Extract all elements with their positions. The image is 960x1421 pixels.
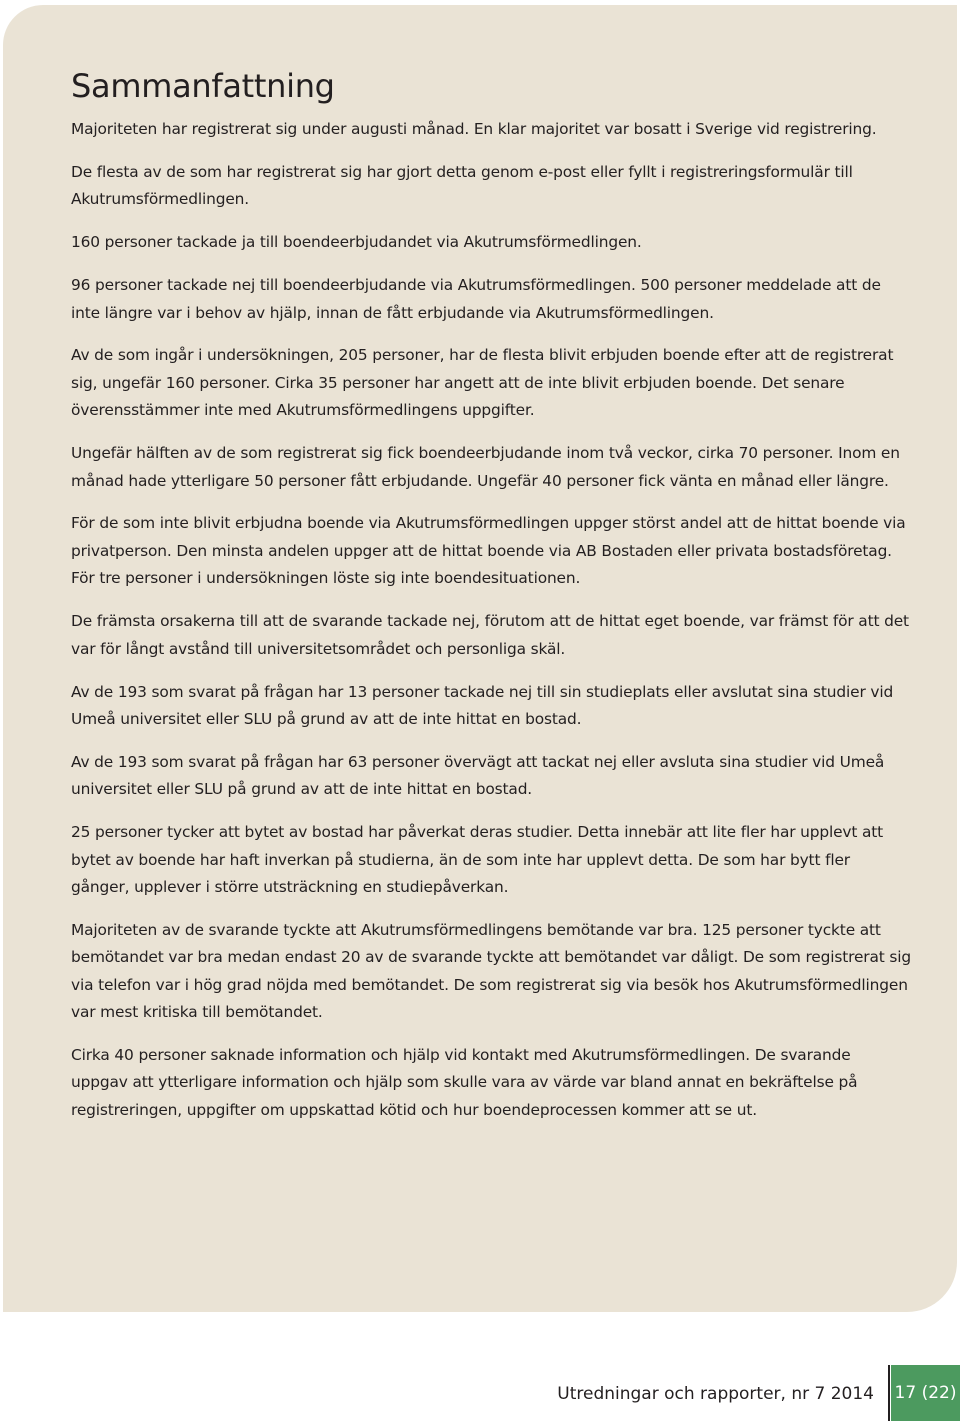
paragraph: De främsta orsakerna till att de svarande tackade nej, förutom att de hittat eget boende, var främst för att det var för långt avstånd till universitetsområdet och personliga skäl.: [71, 612, 909, 658]
page-title: Sammanfattning: [71, 67, 335, 105]
paragraph: Av de som ingår i undersökningen, 205 personer, har de flesta blivit erbjuden boende efter att de registrerat sig, ungefär 160 personer. Cirka 35 personer har angett att de inte blivit erbjuden boende. Det senare överensstämmer inte med Akutrumsförmedlingens uppgifter.: [71, 346, 894, 420]
page-number-badge: 17 (22): [891, 1365, 960, 1421]
footer-publication: Utredningar och rapporter, nr 7 2014: [557, 1384, 874, 1404]
paragraph: 25 personer tycker att bytet av bostad har påverkat deras studier. Detta innebär att lite fler har upplevt att bytet av boende har haft inverkan på studierna, än de som inte har upplevt detta. De som har bytt fler gånger, upplever i större utsträckning en studiepåverkan.: [71, 823, 884, 896]
paragraph: Av de 193 som svarat på frågan har 63 personer övervägt att tackat nej eller avsluta sina studier vid Umeå universitet eller SLU på grund av att de inte hittat en bostad.: [71, 752, 885, 799]
paragraph: Majoriteten har registrerat sig under augusti månad. En klar majoritet var bosatt i Sverige vid registrering.: [71, 120, 877, 138]
footer-divider: [888, 1365, 890, 1421]
paragraph: De flesta av de som har registrerat sig har gjort detta genom e-post eller fyllt i registreringsformulär till Akutrumsförmedlingen.: [71, 162, 853, 209]
paragraph: Av de 193 som svarat på frågan har 13 personer tackade nej till sin studieplats eller avslutat sina studier vid Umeå universitet eller SLU på grund av att de inte hittat en bostad.: [71, 682, 894, 728]
paragraph: Cirka 40 personer saknade information och hjälp vid kontakt med Akutrumsförmedlingen. De svarande uppgav att ytterligare information och hjälp som skulle vara av värde var bland annat en bekräftelse på registreringen, uppgifter om uppskattad kötid och hur boendeprocessen kommer att se ut.: [71, 1045, 858, 1119]
paragraph: Ungefär hälften av de som registrerat sig fick boendeerbjudande inom två veckor, cirka 70 personer. Inom en månad hade ytterligare 50 personer fått erbjudande. Ungefär 40 personer fick vänta en månad eller längre.: [71, 444, 900, 490]
paragraph: 160 personer tackade ja till boendeerbjudandet via Akutrumsförmedlingen.: [71, 233, 642, 252]
paragraph: 96 personer tackade nej till boendeerbjudande via Akutrumsförmedlingen. 500 personer meddelade att de inte längre var i behov av hjälp, innan de fått erbjudande via Akutrumsförmedlingen.: [71, 276, 881, 322]
paragraph: För de som inte blivit erbjudna boende via Akutrumsförmedlingen uppger störst andel att de hittat boende via privatperson. Den minsta andelen uppger att de hittat boende via AB Bostaden eller privata bostadsföretag. För tre personer i undersökningen löste sig inte boendesituationen.: [71, 514, 906, 588]
summary-body: [71, 116, 911, 1140]
paragraph: Majoriteten av de svarande tyckte att Akutrumsförmedlingens bemötande var bra. 125 personer tyckte att bemötandet var bra medan endast 20 av de svarande tyckte att bemötandet var dåligt. De som registrerat sig via telefon var i hög grad nöjda med bemötandet. De som registrerat sig via besök hos Akutrumsförmedlingen var mest kritiska till bemötandet.: [71, 920, 911, 1022]
